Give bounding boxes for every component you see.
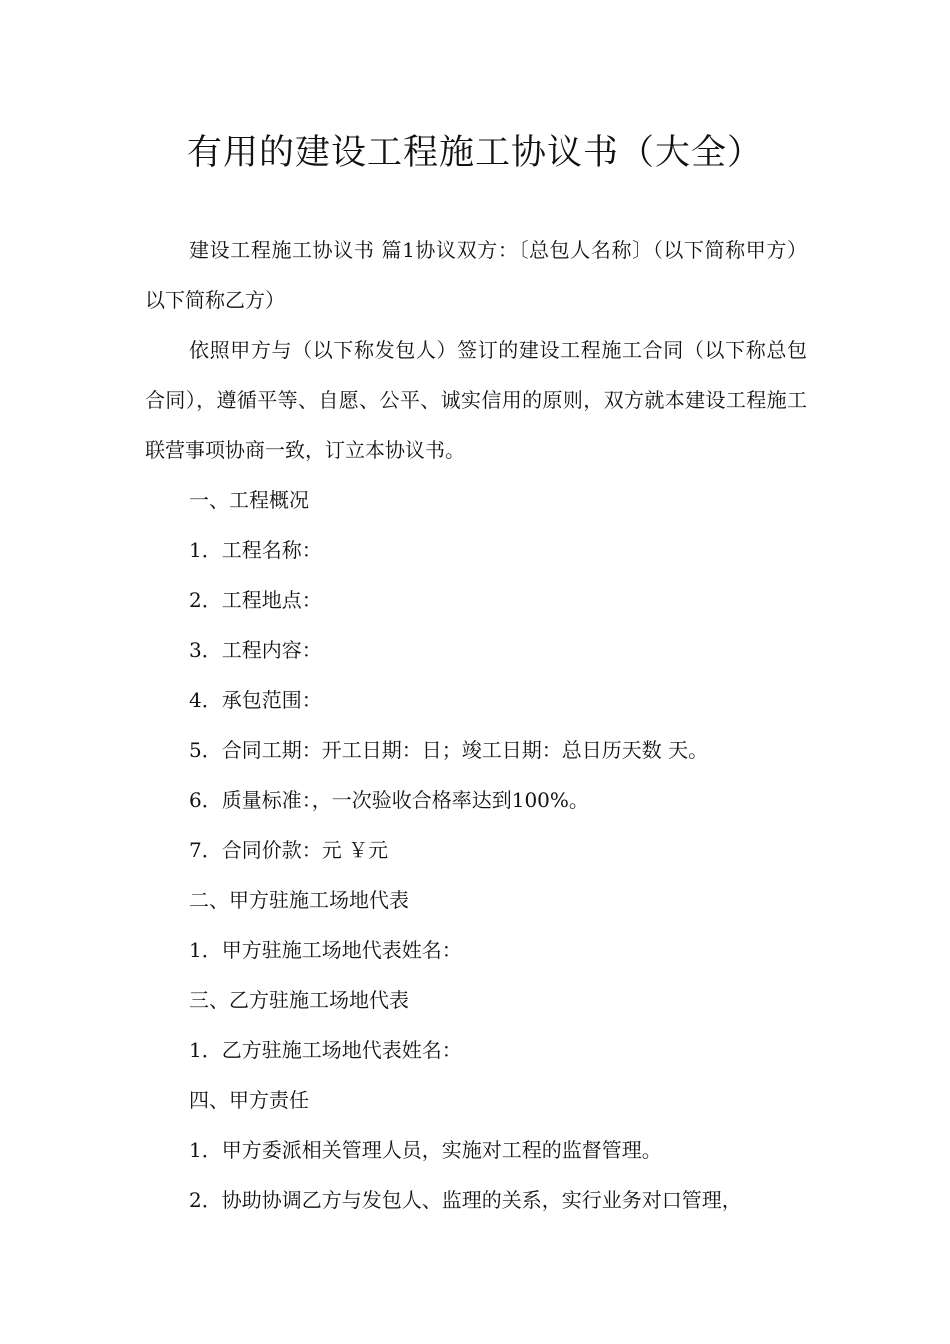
document-title: 有用的建设工程施工协议书（大全） [186,133,763,173]
paragraph-basis: 依照甲方与（以下称发包人）签订的建设工程施工合同（以下称总包合同），遵循平等、自愿、公平、诚实信用的原则，双方就本建设工程施工联营事项协商一致，订立本协议书。 [145,338,807,462]
section-heading-project-overview: 一、工程概况 [189,488,309,512]
list-item-project-content: 3．工程内容： [189,638,322,662]
list-item-quality-standard: 6．质量标准：，一次验收合格率达到100%。 [189,788,589,812]
document-body [145,225,807,1225]
section-heading-party-a-responsibility: 四、甲方责任 [189,1088,309,1112]
list-item-project-location: 2．工程地点： [189,588,322,612]
list-item-project-name: 1．工程名称： [189,538,322,562]
list-item-party-a-representative-name: 1．甲方驻施工场地代表姓名： [189,938,462,962]
list-item-coordination: 2．协助协调乙方与发包人、监理的关系，实行业务对口管理， [189,1188,742,1212]
paragraph-intro: 建设工程施工协议书 篇1协议双方：〔总包人名称〕（以下简称甲方）以下简称乙方） [145,238,807,312]
list-item-party-b-representative-name: 1．乙方驻施工场地代表姓名： [189,1038,462,1062]
list-item-contract-scope: 4．承包范围： [189,688,322,712]
list-item-contract-price: 7．合同价款：元 ￥元 [189,838,389,862]
section-heading-party-a-representative: 二、甲方驻施工场地代表 [189,888,409,912]
list-item-contract-duration: 5．合同工期：开工日期：日；竣工日期：总日历天数 天。 [189,738,709,762]
list-item-supervision: 1．甲方委派相关管理人员，实施对工程的监督管理。 [189,1138,662,1162]
section-heading-party-b-representative: 三、乙方驻施工场地代表 [189,988,409,1012]
